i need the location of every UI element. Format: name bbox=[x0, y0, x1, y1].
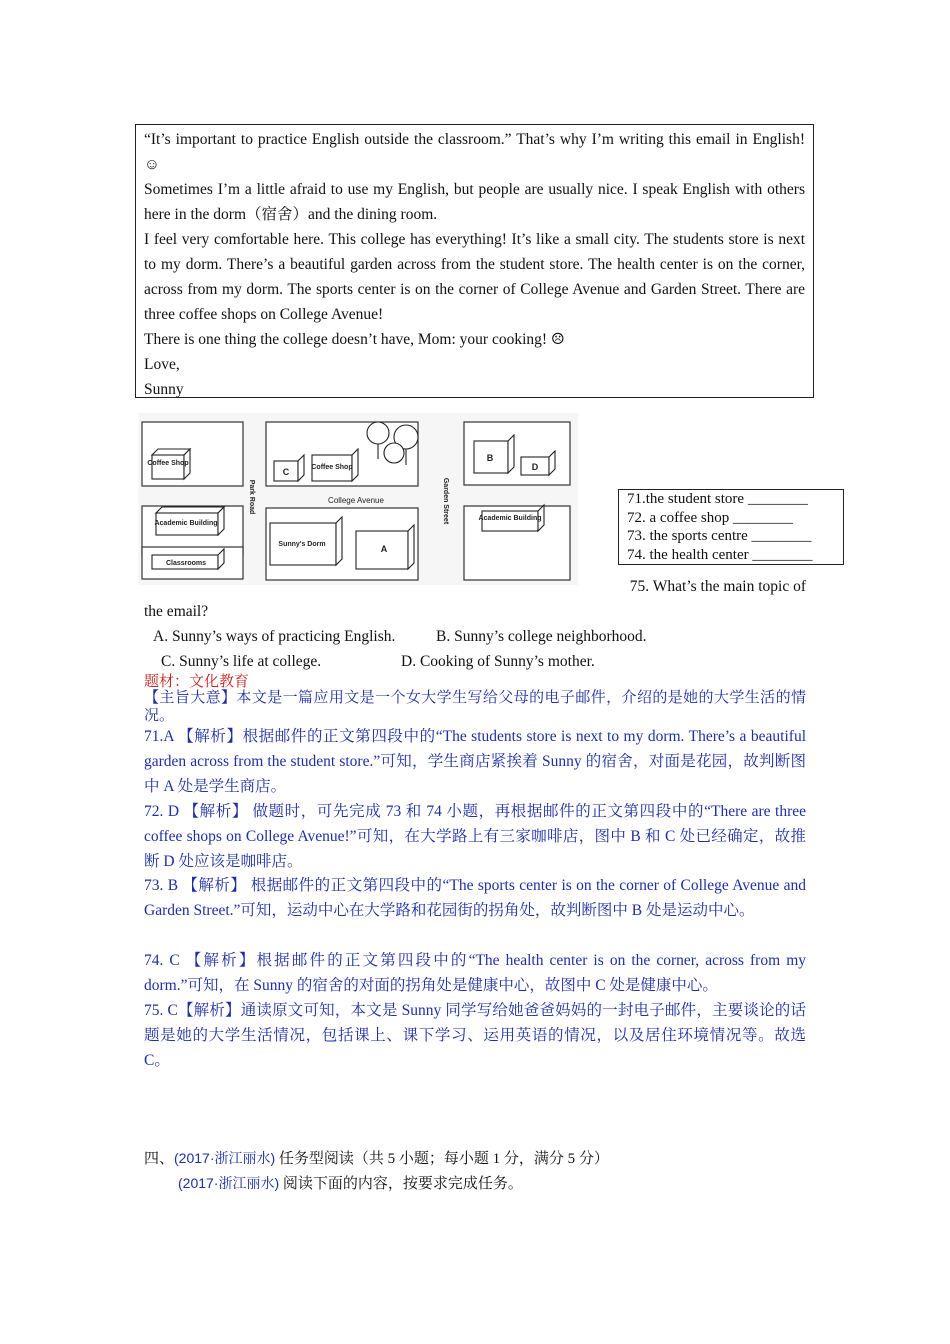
label-c: C bbox=[282, 467, 290, 477]
section-4-title: 任务型阅读（共 5 小题；每小题 1 分，满分 5 分） bbox=[275, 1151, 609, 1167]
main-idea: 【主旨大意】本文是一篇应用文是一个女大学生写给父母的电子邮件，介绍的是她的大学生活的情况。 bbox=[144, 690, 806, 724]
email-line: There is one thing the college doesn’t have, Mom: your cooking! ☹ bbox=[144, 331, 565, 348]
label-garden-street: Garden Street bbox=[442, 477, 449, 525]
email-line: Love, bbox=[144, 356, 180, 373]
label-park-road: Park Road bbox=[248, 479, 255, 515]
section-4-source: (2017·浙江丽水) bbox=[174, 1150, 276, 1166]
answer-72: 72. D 【解析】 做题时，可先完成 73 和 74 小题，再根据邮件的正文第四段中的“There are three coffee shops on College Avenue!”可知，在大学路上有三家咖啡店，图中 B 和 C 处已经确定，故推断 D 处应该是咖啡店。 bbox=[144, 803, 806, 870]
section-4-source-2: (2017·浙江丽水) bbox=[178, 1175, 280, 1191]
question-71: 71.the student store ________ bbox=[627, 491, 808, 507]
label-college-avenue: College Avenue bbox=[328, 496, 384, 505]
question-75-stem: 75. What’s the main topic of bbox=[629, 578, 806, 595]
email-line: Sunny bbox=[144, 381, 184, 398]
section-4-heading bbox=[144, 1148, 609, 1169]
label-coffee-shop-2: Coffee Shop bbox=[311, 464, 353, 471]
email-line: “It’s important to practice English outside the classroom.” That’s why I’m writing this email in English! ☺ bbox=[144, 131, 805, 173]
question-73: 73. the sports centre ________ bbox=[627, 528, 812, 544]
label-classrooms: Classrooms bbox=[165, 560, 207, 567]
question-74: 74. the health center ________ bbox=[627, 546, 813, 563]
email-line: Sometimes I’m a little afraid to use my English, but people are usually nice. I speak English with others here in the dorm（宿舍）and the dining room. bbox=[144, 181, 805, 223]
label-academic-building: Academic Building bbox=[154, 520, 218, 527]
topic-label: 题材：文化教育 bbox=[144, 674, 250, 690]
option-b: B. Sunny’s college neighborhood. bbox=[436, 628, 647, 645]
email-box bbox=[135, 124, 814, 398]
answer-73: 73. B 【解析】 根据邮件的正文第四段中的“The sports center is on the corner of College Avenue and Garden Street.”可知，运动中心在大学路和花园街的拐角处，故判断图中 B 处是运动中心。 bbox=[144, 877, 806, 919]
campus-map bbox=[138, 413, 578, 585]
label-d: D bbox=[531, 462, 539, 472]
section-4-instruction bbox=[178, 1173, 523, 1194]
email-line: I feel very comfortable here. This college has everything! It’s like a small city. The students store is next to my dorm. There’s a beautiful garden across from the student store. The health center is on the corner, across from my dorm. The sports center is on the corner of College Avenue and Garden Street. There are three coffee shops on College Avenue! bbox=[144, 231, 805, 323]
label-b: B bbox=[486, 453, 494, 463]
section-4-instruction-text: 阅读下面的内容，按要求完成任务。 bbox=[279, 1176, 523, 1192]
answer-74: 74. C 【解析】根据邮件的正文第四段中的“The health center is on the corner, across from my dorm.”可知，在 Sunny 的宿舍的对面的拐角处是健康中心，故图中 C 处是健康中心。 bbox=[144, 952, 806, 994]
label-academic-building-2: Academic Building bbox=[478, 515, 542, 522]
option-a: A. Sunny’s ways of practicing English. bbox=[153, 628, 396, 645]
option-c: C. Sunny’s life at college. bbox=[161, 653, 322, 670]
question-75-stem-cont: the email? bbox=[144, 603, 209, 620]
section-4-prefix: 四、 bbox=[144, 1151, 175, 1167]
answer-71: 71.A 【解析】根据邮件的正文第四段中的“The students store is next to my dorm. There’s a beautiful garden across from the student store.”可知，学生商店紧挨着 Sunny 的宿舍，对面是花园，故判断图中 A 处是学生商店。 bbox=[144, 728, 806, 795]
label-a: A bbox=[380, 544, 388, 554]
campus-map-drawing bbox=[138, 413, 578, 585]
question-box bbox=[618, 489, 844, 565]
label-coffee-shop: Coffee Shop bbox=[147, 460, 189, 467]
label-sunnys-dorm: Sunny's Dorm bbox=[278, 541, 326, 548]
option-d: D. Cooking of Sunny’s mother. bbox=[401, 653, 595, 670]
question-72: 72. a coffee shop ________ bbox=[627, 509, 793, 526]
answer-75: 75. C【解析】通读原文可知，本文是 Sunny 同学写给她爸爸妈妈的一封电子邮件，主要谈论的话题是她的大学生活情况，包括课上、课下学习、运用英语的情况，以及居住环境情况等。故选 C。 bbox=[144, 1002, 806, 1069]
